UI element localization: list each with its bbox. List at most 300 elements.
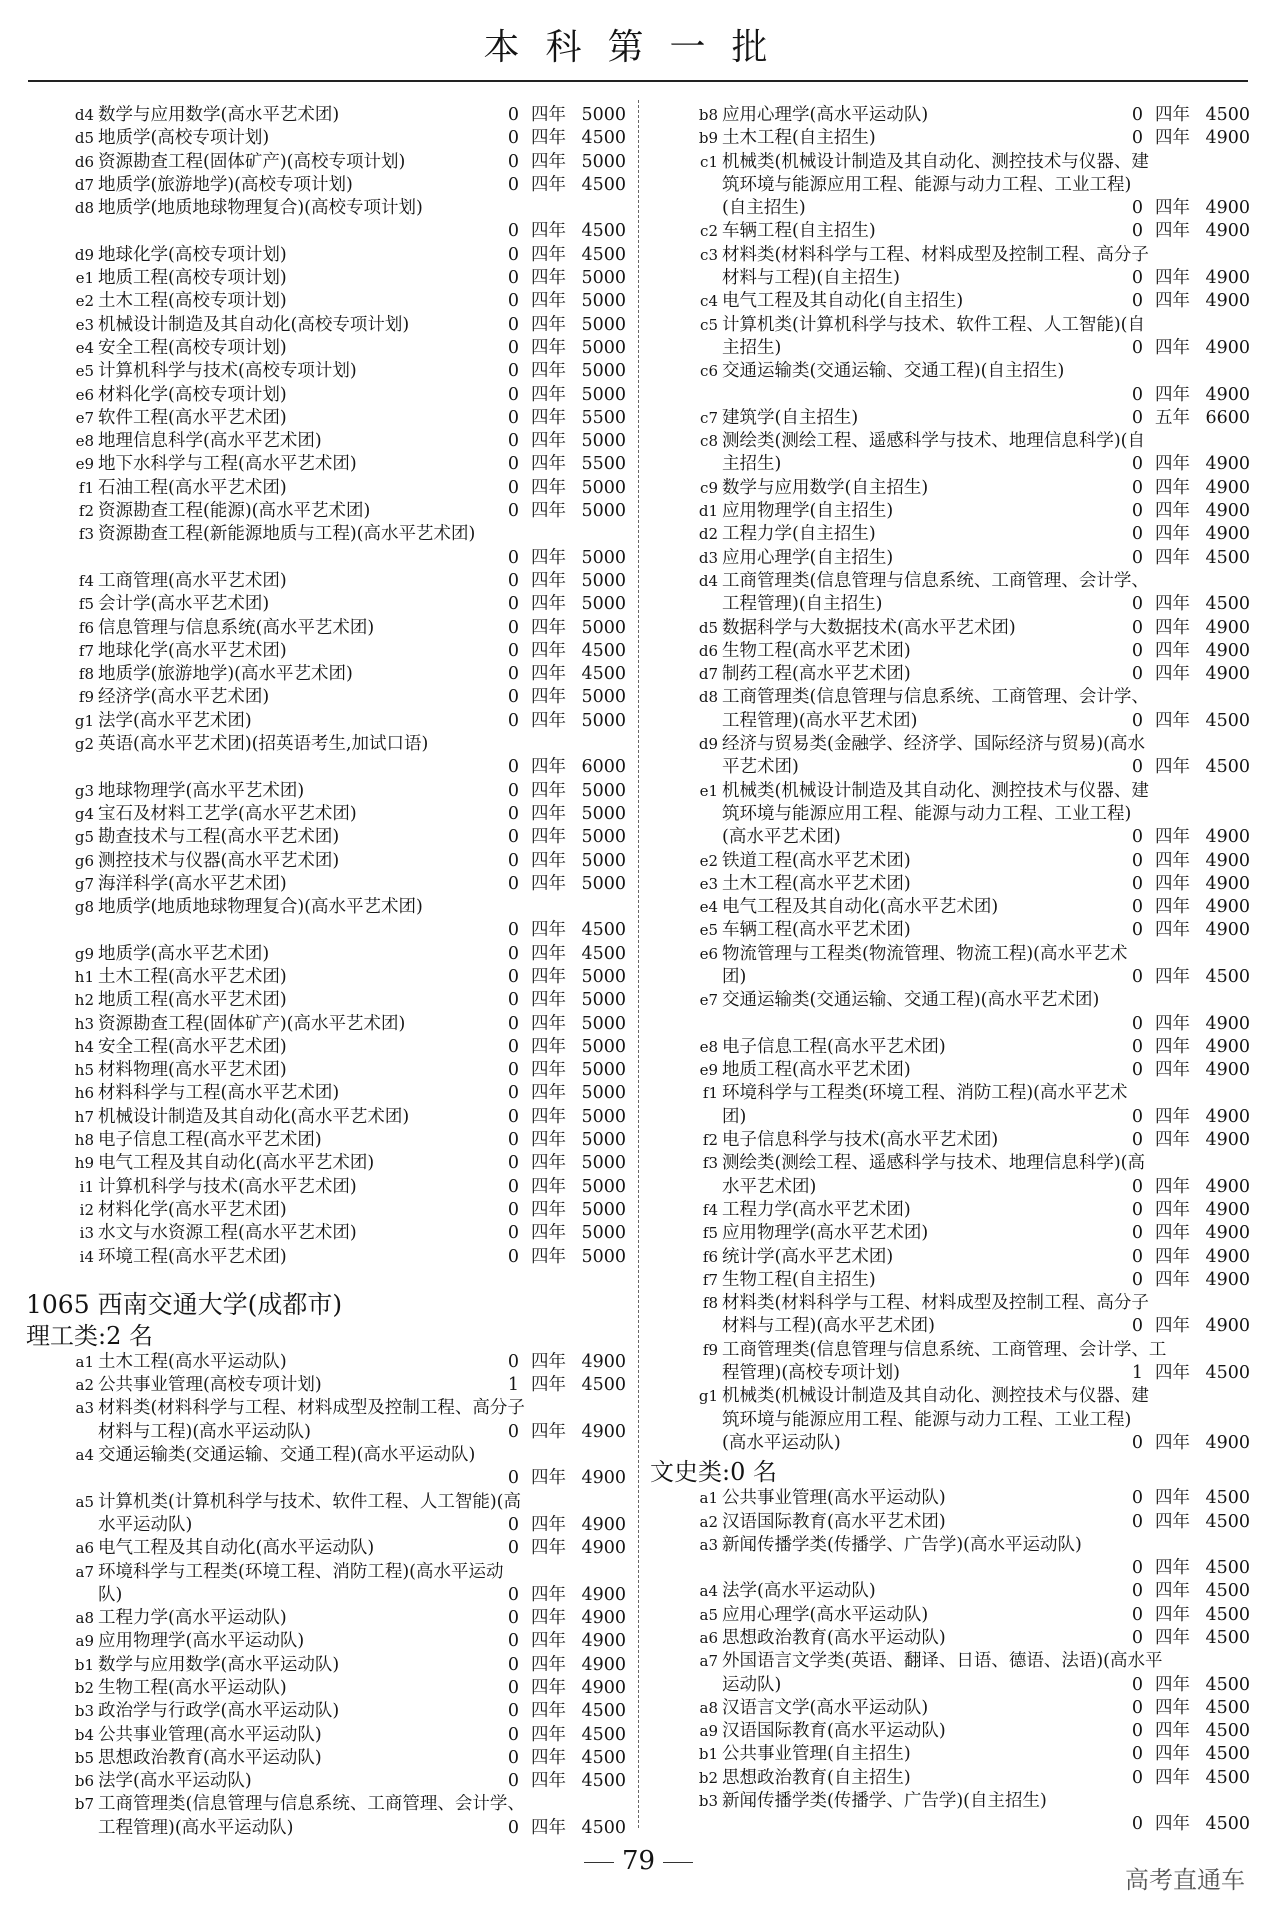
study-duration: 四年 xyxy=(1155,664,1190,685)
major-code: b3 xyxy=(698,1792,718,1811)
study-duration: 四年 xyxy=(531,1036,566,1057)
plan-count: 0 xyxy=(507,757,519,778)
entry-first-line xyxy=(26,197,626,220)
study-duration: 四年 xyxy=(1155,873,1190,894)
enrollment-values xyxy=(489,104,626,127)
category-heading: 理工类:2 名 xyxy=(26,1321,153,1350)
major-entry xyxy=(26,896,626,943)
study-duration: 四年 xyxy=(531,431,566,452)
major-entry xyxy=(26,1106,626,1129)
major-code: h8 xyxy=(74,1131,94,1150)
enrollment-values xyxy=(1113,523,1250,546)
major-entry xyxy=(650,780,1250,850)
entry-continuation-line xyxy=(650,1315,1250,1338)
major-name: 工程力学(高水平运动队) xyxy=(98,1608,287,1629)
major-name: 思想政治教育(自主招生) xyxy=(722,1767,911,1788)
study-duration: 四年 xyxy=(531,710,566,731)
major-code: d4 xyxy=(74,106,94,124)
entry-first-line xyxy=(650,989,1250,1012)
plan-count: 0 xyxy=(1131,617,1143,638)
major-code: i4 xyxy=(79,1247,94,1266)
enrollment-values xyxy=(489,1106,626,1129)
major-name: 生物工程(自主招生) xyxy=(722,1269,876,1290)
study-duration: 四年 xyxy=(1155,477,1190,498)
entry-first-line xyxy=(26,1199,626,1222)
major-entry xyxy=(26,686,626,709)
enrollment-values xyxy=(489,640,626,663)
enrollment-values xyxy=(489,803,626,826)
enrollment-values xyxy=(1113,220,1250,243)
major-name: 汉语国际教育(高水平艺术团) xyxy=(722,1511,946,1532)
major-name: 应用物理学(自主招生) xyxy=(722,501,894,522)
plan-count: 0 xyxy=(1131,384,1143,405)
tuition-fee: 5000 xyxy=(581,1060,626,1081)
enrollment-values xyxy=(489,1199,626,1222)
study-duration: 四年 xyxy=(531,384,566,405)
study-duration: 四年 xyxy=(1155,501,1190,522)
major-name: 程管理)(高校专项计划) xyxy=(722,1363,900,1384)
page-title: 本科第一批 xyxy=(483,27,794,68)
major-code: e1 xyxy=(699,781,718,800)
major-name: 水平运动队) xyxy=(98,1514,193,1535)
plan-count: 0 xyxy=(507,1060,519,1081)
major-name: 材料化学(高水平艺术团) xyxy=(98,1199,287,1220)
major-name: 安全工程(高校专项计划) xyxy=(98,337,287,358)
plan-count: 0 xyxy=(1131,897,1143,918)
major-code: b2 xyxy=(74,1679,94,1697)
entry-first-line xyxy=(650,1580,1250,1603)
major-entry xyxy=(26,1351,626,1374)
study-duration: 四年 xyxy=(1155,547,1190,568)
entry-first-line xyxy=(26,873,626,896)
entry-first-line xyxy=(650,1743,1250,1766)
major-code: c6 xyxy=(700,362,718,381)
major-code: h2 xyxy=(74,991,94,1010)
entry-first-line xyxy=(650,290,1250,313)
enrollment-values xyxy=(489,127,626,150)
plan-count: 0 xyxy=(507,454,519,475)
plan-count: 0 xyxy=(507,1013,519,1034)
left-column xyxy=(26,104,626,1840)
major-name xyxy=(722,1558,728,1578)
entry-first-line xyxy=(26,1397,626,1420)
major-name: 工商管理类(信息管理与信息系统、工商管理、会计学、工 xyxy=(722,1339,1167,1360)
study-duration: 四年 xyxy=(531,1223,566,1244)
tuition-fee: 4900 xyxy=(1205,454,1250,475)
major-entry xyxy=(650,477,1250,500)
major-name: 团) xyxy=(722,1106,747,1127)
major-code: e8 xyxy=(75,432,94,451)
study-duration: 四年 xyxy=(1155,337,1190,358)
major-name: 计算机科学与技术(高水平艺术团) xyxy=(98,1176,357,1197)
enrollment-values xyxy=(1113,919,1250,942)
major-entry xyxy=(26,290,626,313)
major-name: 工程管理)(自主招生) xyxy=(722,594,883,615)
entry-first-line xyxy=(26,430,626,453)
tuition-fee: 5500 xyxy=(581,407,626,428)
entry-first-line xyxy=(650,1269,1250,1292)
major-entry xyxy=(650,617,1250,640)
plan-count: 0 xyxy=(1131,105,1143,125)
study-duration: 四年 xyxy=(531,407,566,428)
major-code: d3 xyxy=(698,548,718,567)
study-duration: 四年 xyxy=(1155,454,1190,475)
study-duration: 四年 xyxy=(1155,384,1190,405)
study-duration: 四年 xyxy=(531,1083,566,1104)
major-name: 工商管理类(信息管理与信息系统、工商管理、会计学、 xyxy=(98,1794,525,1815)
study-duration: 四年 xyxy=(1155,1223,1190,1244)
tuition-fee: 4900 xyxy=(1205,617,1250,638)
study-duration: 四年 xyxy=(531,617,566,638)
major-entry xyxy=(26,943,626,966)
tuition-fee: 4900 xyxy=(1205,291,1250,312)
entry-first-line xyxy=(650,663,1250,686)
major-entry xyxy=(26,1152,626,1175)
major-code: a4 xyxy=(75,1446,94,1465)
major-entry xyxy=(26,314,626,337)
enrollment-values xyxy=(1113,966,1250,989)
page-footer xyxy=(0,1846,1277,1876)
major-code: g1 xyxy=(698,1387,718,1406)
plan-count: 0 xyxy=(507,920,519,941)
enrollment-values xyxy=(1113,873,1250,896)
entry-first-line xyxy=(26,1747,626,1770)
major-code: c7 xyxy=(700,408,718,427)
entry-first-line xyxy=(26,1176,626,1199)
entry-first-line xyxy=(650,1534,1250,1557)
major-name: 平艺术团) xyxy=(722,757,799,778)
entry-first-line xyxy=(26,1607,626,1630)
plan-count: 0 xyxy=(507,1747,519,1768)
major-name: 车辆工程(高水平艺术团) xyxy=(722,920,911,941)
major-name: 材料物理(高水平艺术团) xyxy=(98,1060,287,1081)
major-code: i3 xyxy=(79,1224,94,1243)
major-name: 机械类(机械设计制造及其自动化、测控技术与仪器、建 xyxy=(722,151,1149,172)
entry-continuation-line xyxy=(650,1557,1250,1580)
major-name: 资源勘查工程(新能源地质与工程)(高水平艺术团) xyxy=(98,524,476,545)
major-name: 应用心理学(高水平运动队) xyxy=(722,105,929,125)
major-code: b9 xyxy=(698,129,718,148)
major-code: f4 xyxy=(702,1200,718,1219)
study-duration: 四年 xyxy=(1155,1176,1190,1197)
plan-count: 0 xyxy=(1131,1767,1143,1788)
entry-first-line xyxy=(650,127,1250,150)
major-code: f7 xyxy=(78,641,94,660)
enrollment-values xyxy=(489,1467,626,1490)
study-duration: 四年 xyxy=(531,920,566,941)
plan-count: 0 xyxy=(1131,1744,1143,1765)
major-code: e3 xyxy=(699,874,718,893)
right-column xyxy=(650,104,1250,1837)
major-code: a8 xyxy=(699,1698,718,1717)
enrollment-values xyxy=(489,1036,626,1059)
entry-first-line xyxy=(26,826,626,849)
entry-first-line xyxy=(26,1491,626,1514)
enrollment-values xyxy=(489,1152,626,1175)
tuition-fee: 4500 xyxy=(581,174,626,195)
major-name: 测控技术与仪器(高水平艺术团) xyxy=(98,850,340,871)
entry-continuation-line xyxy=(26,1817,626,1840)
major-code: a6 xyxy=(75,1539,94,1558)
major-entry xyxy=(26,733,626,780)
study-duration: 四年 xyxy=(531,244,566,265)
column-divider xyxy=(638,100,639,1828)
entry-continuation-line xyxy=(650,267,1250,290)
major-code: d6 xyxy=(74,152,94,171)
major-code: h6 xyxy=(74,1084,94,1103)
major-entry xyxy=(650,1790,1250,1837)
major-entry xyxy=(26,640,626,663)
entry-first-line xyxy=(650,1511,1250,1534)
study-duration: 四年 xyxy=(531,1631,566,1652)
major-code: f9 xyxy=(78,688,94,707)
major-name: (自主招生) xyxy=(722,198,806,219)
major-code: f2 xyxy=(78,502,94,521)
major-code: c4 xyxy=(700,292,718,311)
tuition-fee: 4500 xyxy=(581,664,626,685)
major-name: 地球物理学(高水平艺术团) xyxy=(98,780,305,801)
plan-count: 0 xyxy=(507,337,519,358)
enrollment-values xyxy=(1113,850,1250,873)
enrollment-values xyxy=(489,780,626,803)
plan-count: 0 xyxy=(507,1817,519,1838)
entry-continuation-line xyxy=(650,826,1250,849)
plan-count: 0 xyxy=(507,594,519,615)
entry-first-line xyxy=(26,1222,626,1245)
major-code: d5 xyxy=(74,129,94,148)
study-duration: 四年 xyxy=(1155,710,1190,731)
enrollment-values xyxy=(1113,1059,1250,1082)
major-name: 材料类(材料科学与工程、材料成型及控制工程、高分子 xyxy=(722,244,1149,265)
enrollment-values xyxy=(1113,453,1250,476)
entry-first-line xyxy=(26,1770,626,1793)
major-name: 工商管理类(信息管理与信息系统、工商管理、会计学、 xyxy=(722,687,1149,708)
plan-count: 0 xyxy=(1131,1721,1143,1742)
tuition-fee: 4500 xyxy=(1205,1558,1250,1579)
plan-count: 0 xyxy=(1131,1060,1143,1081)
tuition-fee: 4500 xyxy=(1205,547,1250,568)
plan-count: 0 xyxy=(507,1176,519,1197)
major-name: 工商管理类(信息管理与信息系统、工商管理、会计学、 xyxy=(722,570,1149,591)
major-code: f7 xyxy=(702,1270,718,1289)
entry-first-line xyxy=(26,1129,626,1152)
major-name: 机械类(机械设计制造及其自动化、测控技术与仪器、建 xyxy=(722,780,1149,801)
enrollment-values xyxy=(1113,477,1250,500)
tuition-fee: 5000 xyxy=(581,570,626,591)
plan-count: 0 xyxy=(1131,850,1143,871)
tuition-fee: 4500 xyxy=(1205,594,1250,615)
enrollment-values xyxy=(489,1514,626,1537)
major-code: b7 xyxy=(74,1795,94,1814)
entry-first-line xyxy=(650,617,1250,640)
enrollment-values xyxy=(1113,826,1250,849)
major-code: b1 xyxy=(698,1745,718,1764)
major-name xyxy=(722,1814,728,1834)
major-code: a9 xyxy=(75,1632,94,1651)
plan-count: 0 xyxy=(507,1199,519,1220)
major-entry xyxy=(26,966,626,989)
major-entry xyxy=(26,710,626,733)
major-name: 物流管理与工程类(物流管理、物流工程)(高水平艺术 xyxy=(722,943,1128,964)
tuition-fee: 4500 xyxy=(1205,1363,1250,1384)
major-entry xyxy=(26,384,626,407)
major-code: a3 xyxy=(75,1399,94,1418)
tuition-fee: 6600 xyxy=(1205,407,1250,428)
page-number: 79 xyxy=(621,1846,656,1876)
enrollment-values xyxy=(489,337,626,360)
major-entry xyxy=(26,127,626,150)
entry-first-line xyxy=(650,686,1250,709)
enrollment-values xyxy=(489,500,626,523)
major-entry xyxy=(650,1580,1250,1603)
study-duration: 四年 xyxy=(531,850,566,871)
brand-watermark: 高考直通车 xyxy=(1125,1866,1245,1894)
entry-continuation-line xyxy=(650,453,1250,476)
plan-count: 0 xyxy=(507,1654,519,1675)
enrollment-values xyxy=(1113,407,1250,430)
major-name: 数学与应用数学(高水平运动队) xyxy=(98,1654,340,1675)
tuition-fee: 5000 xyxy=(581,1130,626,1151)
tuition-fee: 4900 xyxy=(1205,128,1250,149)
entry-first-line xyxy=(650,1790,1250,1813)
major-entry xyxy=(650,523,1250,546)
plan-count: 0 xyxy=(1131,1581,1143,1602)
tuition-fee: 4900 xyxy=(1205,384,1250,405)
plan-count: 0 xyxy=(1131,501,1143,522)
tuition-fee: 4900 xyxy=(1205,1269,1250,1290)
study-duration: 四年 xyxy=(531,1421,566,1442)
major-code: f3 xyxy=(702,1154,718,1173)
entry-continuation-line xyxy=(26,547,626,570)
tuition-fee: 4900 xyxy=(581,1654,626,1675)
enrollment-values xyxy=(489,919,626,942)
plan-count: 0 xyxy=(507,1223,519,1244)
enrollment-values xyxy=(489,244,626,267)
plan-count: 0 xyxy=(507,1678,519,1698)
enrollment-values xyxy=(1113,1557,1250,1580)
tuition-fee: 5000 xyxy=(581,384,626,405)
tuition-fee: 5000 xyxy=(581,803,626,824)
major-entry xyxy=(650,1059,1250,1082)
enrollment-values xyxy=(489,267,626,290)
entry-first-line xyxy=(650,407,1250,430)
entry-continuation-line xyxy=(26,919,626,942)
major-name: 应用物理学(高水平运动队) xyxy=(98,1631,305,1652)
entry-first-line xyxy=(26,523,626,546)
major-code: d8 xyxy=(698,688,718,707)
plan-count: 0 xyxy=(1131,710,1143,731)
plan-count: 0 xyxy=(1131,1246,1143,1267)
plan-count: 0 xyxy=(507,1584,519,1605)
major-name: 环境科学与工程类(环境工程、消防工程)(高水平运动 xyxy=(98,1561,504,1582)
major-code: e7 xyxy=(699,991,718,1010)
major-name: 思想政治教育(高水平运动队) xyxy=(98,1747,322,1768)
major-entry xyxy=(650,943,1250,990)
major-name xyxy=(722,1014,728,1034)
plan-count: 0 xyxy=(507,1106,519,1127)
tuition-fee: 5000 xyxy=(581,780,626,801)
header-rule xyxy=(28,80,1248,82)
major-entry xyxy=(650,104,1250,127)
tuition-fee: 4500 xyxy=(1205,1581,1250,1602)
study-duration: 五年 xyxy=(1155,407,1190,428)
major-entry xyxy=(26,1129,626,1152)
plan-count: 0 xyxy=(1131,454,1143,475)
major-name: 环境工程(高水平艺术团) xyxy=(98,1246,287,1267)
tuition-fee: 5000 xyxy=(581,361,626,382)
entry-first-line xyxy=(26,733,626,756)
enrollment-values xyxy=(1113,127,1250,150)
major-code: d6 xyxy=(698,641,718,660)
plan-count: 0 xyxy=(507,943,519,964)
enrollment-values xyxy=(489,989,626,1012)
study-duration: 四年 xyxy=(1155,1199,1190,1220)
major-code: f3 xyxy=(78,525,94,544)
major-entry xyxy=(26,500,626,523)
major-name: 汉语言文学(高水平运动队) xyxy=(722,1697,929,1718)
major-code: e6 xyxy=(699,944,718,963)
entry-first-line xyxy=(650,919,1250,942)
major-entry xyxy=(650,430,1250,477)
study-duration: 四年 xyxy=(531,477,566,498)
major-name: 统计学(高水平艺术团) xyxy=(722,1246,894,1267)
study-duration: 四年 xyxy=(531,1176,566,1197)
plan-count: 0 xyxy=(507,570,519,591)
entry-first-line xyxy=(650,1152,1250,1175)
major-name: 材料与工程)(高水平运动队) xyxy=(98,1421,311,1442)
major-entry xyxy=(650,1269,1250,1292)
study-duration: 四年 xyxy=(531,873,566,894)
major-entry xyxy=(650,873,1250,896)
major-name: 应用物理学(高水平艺术团) xyxy=(722,1223,929,1244)
tuition-fee: 4900 xyxy=(1205,1316,1250,1337)
entry-first-line xyxy=(26,407,626,430)
plan-count: 0 xyxy=(1131,1604,1143,1625)
major-entry xyxy=(650,1036,1250,1059)
entry-first-line xyxy=(26,593,626,616)
major-code: c9 xyxy=(700,478,718,497)
major-code: e2 xyxy=(699,851,718,870)
major-code: e7 xyxy=(75,408,94,427)
entry-first-line xyxy=(26,104,626,127)
major-code: d1 xyxy=(698,502,718,521)
major-name: 地质学(旅游地学)(高水平艺术团) xyxy=(98,664,353,685)
plan-count: 0 xyxy=(1131,1316,1143,1337)
major-name: 思想政治教育(高水平运动队) xyxy=(722,1628,946,1648)
tuition-fee: 5000 xyxy=(581,1199,626,1220)
major-name: 公共事业管理(自主招生) xyxy=(722,1744,911,1765)
tuition-fee: 4900 xyxy=(1205,221,1250,242)
enrollment-values xyxy=(489,686,626,709)
study-duration: 四年 xyxy=(531,454,566,475)
entry-first-line xyxy=(26,1351,626,1374)
entry-first-line xyxy=(650,780,1250,803)
enrollment-values xyxy=(1113,1813,1250,1836)
study-duration: 四年 xyxy=(531,1817,566,1838)
study-duration: 四年 xyxy=(531,664,566,685)
study-duration: 四年 xyxy=(1155,198,1190,219)
footer-dash-right xyxy=(663,1862,693,1863)
plan-count: 0 xyxy=(507,361,519,382)
study-duration: 四年 xyxy=(1155,1269,1190,1290)
enrollment-values xyxy=(489,1770,626,1793)
major-entry xyxy=(650,1246,1250,1269)
plan-count: 0 xyxy=(507,710,519,731)
plan-count: 0 xyxy=(507,407,519,428)
major-name: 建筑学(自主招生) xyxy=(722,407,859,428)
plan-count: 0 xyxy=(1131,1628,1143,1648)
study-duration: 四年 xyxy=(531,1013,566,1034)
